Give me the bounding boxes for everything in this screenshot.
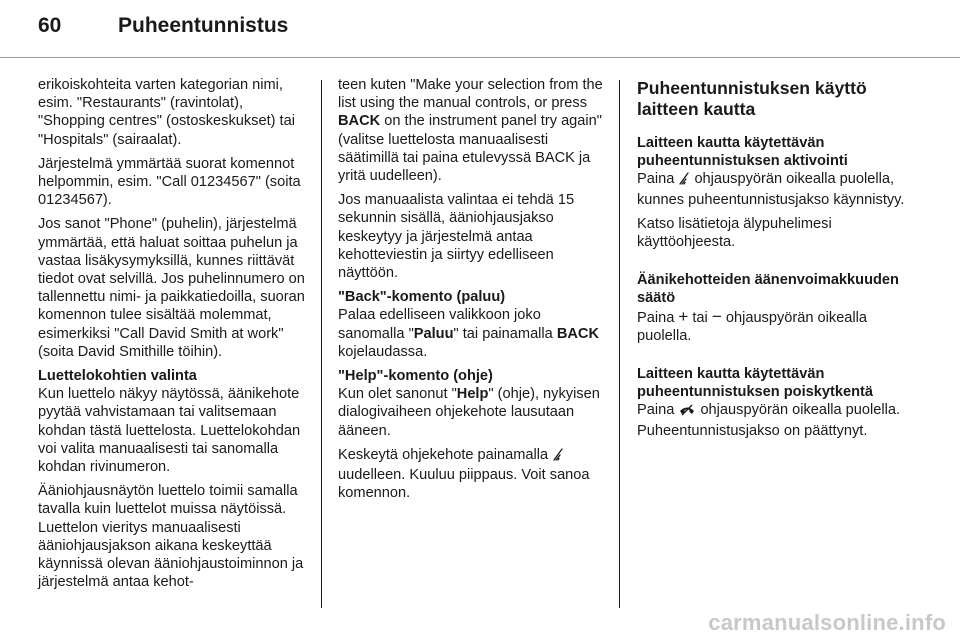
paragraph-text: on the instrument panel try again" (valitse luettelosta manuaalisesti säätimillä tai paina etulevyssä BACK ja yritä uudelleen). [338, 113, 602, 185]
run-in-heading: "Back"-komento (paluu) [338, 289, 506, 306]
header-rule [0, 57, 960, 58]
paragraph-text: Paina [637, 309, 679, 326]
page-title: Puheentunnistus [118, 14, 289, 37]
watermark: carmanualsonline.info [708, 610, 946, 635]
voice-command-icon [678, 171, 690, 190]
back-command-section [338, 288, 604, 361]
command-word: Paluu [413, 325, 454, 342]
column-1 [38, 76, 310, 597]
paragraph-text: uudelleen. Kuuluu piippaus. Voit sanoa komennon. [338, 467, 590, 502]
paragraph: Järjestelmä ymmärtää suorat komennot helpommin, esim. "Call 01234567" (soita 01234567). [38, 155, 301, 209]
key-label: BACK [556, 325, 600, 342]
column-divider-1 [321, 80, 322, 608]
paragraph-text: Keskeytä ohjekehote painamalla [338, 446, 553, 463]
page-number: 60 [38, 14, 62, 37]
paragraph-text: Paina [637, 402, 679, 419]
paragraph [338, 446, 604, 503]
paragraph: Katso lisätietoja älypuhelimesi käyttöohjeesta. [637, 215, 832, 251]
paragraph [338, 76, 604, 185]
spacer [637, 351, 909, 365]
paragraph: Jos sanot "Phone" (puhelin), järjestelmä ymmärtää, että haluat soittaa puhelun ja vastaa lisäkysymyksillä, kunnes riittävät tiedot ovat selvillä. Jos puhelinnumero on tallennettu nimi- ja paikkatiedoilla, suoran komennon tulee sisältää molemmat, esimerkiksi "Call David Smith at work" (soita David Smithille töihin). [38, 216, 305, 360]
key-label: BACK [338, 113, 381, 130]
column-3 [637, 76, 909, 446]
voice-command-icon [552, 447, 564, 466]
paragraph: erikoiskohteita varten kategorian nimi, esim. "Restaurants" (ravintolat), "Shopping centres" (ostoskeskukset) tai "Hospitals" (sairaalat). [38, 77, 295, 148]
paragraph-text: kojelaudassa. [338, 343, 428, 360]
spacer [637, 257, 909, 271]
paragraph-text: ohjauspyörän oikealla puolella, kunnes puheentunnistusjakso käynnistyy. [637, 171, 905, 208]
paragraph-text: ohjauspyörän oikealla puolella. Puheentunnistusjakso on päättynyt. [637, 402, 901, 439]
subsection-title: Äänikehotteiden äänenvoimakkuuden säätö [637, 272, 899, 307]
minus-icon: − [711, 306, 722, 326]
paragraph [637, 401, 909, 439]
paragraph [637, 170, 909, 208]
paragraph-text: " (ohje), nykyisen dialogivaiheen ohjekehote lausutaan ääneen. [338, 386, 600, 439]
paragraph-text: teen kuten "Make your selection from the list using the manual controls, or press [338, 77, 603, 112]
column-divider-2 [619, 80, 620, 608]
plus-icon: + [678, 306, 689, 326]
paragraph-text: Palaa edelliseen valikkoon joko sanomalla " [338, 307, 541, 342]
paragraph-text: ohjauspyörän oikealla puolella. [637, 309, 868, 344]
paragraph-text: Kun luettelo näkyy näytössä, äänikehote pyytää vahvistamaan tai valitsemaan kohdan tästä luettelosta. Luettelokohdan voi valita manuaalisesti tai sanomalla kohdan rivinumeron. [38, 386, 301, 476]
paragraph-text: Paina [637, 171, 679, 188]
paragraph: Jos manuaalista valintaa ei tehdä 15 sekunnin sisällä, ääniohjausjakso keskeytyy ja järjestelmä antaa kehotteviestin ja siirtyy edelliseen näyttöön. [338, 192, 575, 282]
command-word: Help [456, 386, 489, 403]
subsection-title: Laitteen kautta käytettävän puheentunnistuksen poiskytkentä [637, 366, 873, 401]
hang-up-icon [678, 403, 696, 421]
paragraph [637, 308, 909, 345]
column-2 [338, 76, 604, 508]
help-command-section [338, 367, 604, 440]
subsection-title: Laitteen kautta käytettävän puheentunnistuksen aktivointi [637, 135, 848, 170]
paragraph-text: tai [688, 309, 712, 326]
run-in-heading: "Help"-komento (ohje) [338, 368, 493, 385]
paragraph: Ääniohjausnäytön luettelo toimii samalla tavalla kuin luettelot muissa näytöissä. Luettelon vieritys manuaalisesti ääniohjausjakson aikana keskeyttää käynnissä olevan ääniohjaustoiminnon ja järjestelmä antaa kehot- [38, 483, 304, 591]
section-title: Puheentunnistuksen käyttö laitteen kautta [637, 78, 867, 119]
run-in-heading: Luettelokohtien valinta [38, 368, 197, 385]
list-selection-section [38, 367, 310, 476]
paragraph-text: " tai painamalla [453, 325, 557, 342]
paragraph-text: Kun olet sanonut " [338, 386, 457, 403]
